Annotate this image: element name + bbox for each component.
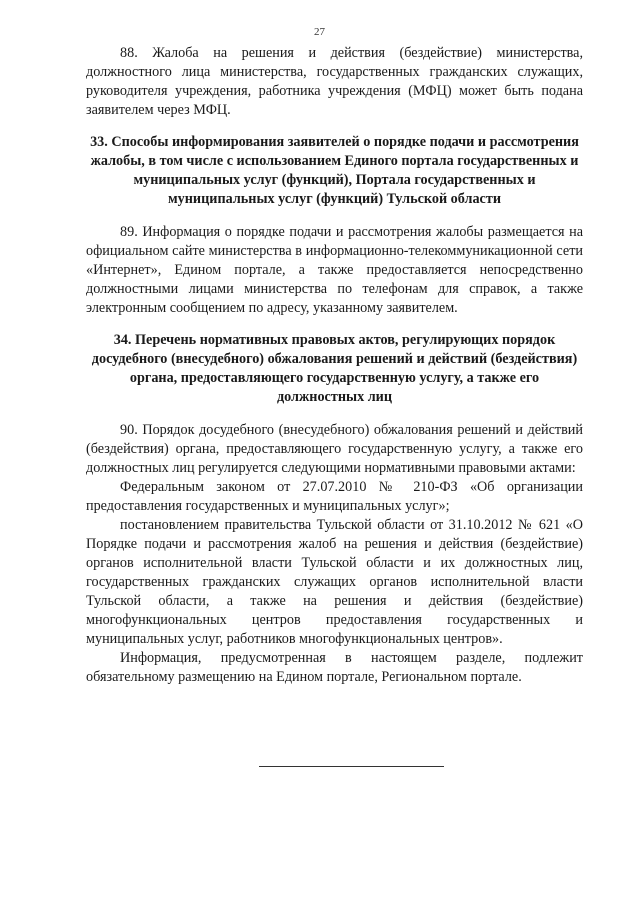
legal-act-regional-resolution: постановлением правительства Тульской области от 31.10.2012 № 621 «О Порядке подачи и рассмотрения жалоб на решения и действия (бездействие) органов исполнительной власти Тульской области и их должностных лиц, государственных гражданских служащих органов исполнительной власти Тульской области, а также на решения и действия (бездействие) многофункциональных центров предоставления государственных и муниципальных услуг, работников многофункциональных центров». [86, 517, 583, 647]
section-heading-34: 34. Перечень нормативных правовых актов, регулирующих порядок досудебного (внесудебного) обжалования решений и действий (бездействия) органа, предоставляющего государственную услугу, а также его должностных лиц [91, 332, 578, 405]
paragraph-89: 89. Информация о порядке подачи и рассмотрения жалобы размещается на официальном сайте министерства в информационно-телекоммуникационной сети «Интернет», Едином портале, а также предоставляется непосредственно должностными лицами министерства по телефонам для справок, а также электронным сообщением по адресу, указанному заявителем. [86, 224, 583, 316]
paragraph-90: 90. Порядок досудебного (внесудебного) обжалования решений и действий (бездействия) органа, предоставляющего государственную услугу, а также его должностных лиц регулируется следующими нормативными правовыми актами: [86, 422, 583, 476]
document-body [86, 44, 583, 687]
page-number: 27 [314, 26, 325, 38]
paragraph-88: 88. Жалоба на решения и действия (бездействие) министерства, должностного лица министерства, государственных гражданских служащих, руководителя учреждения, работника учреждения (МФЦ) может быть подана заявителем через МФЦ. [86, 45, 583, 118]
section-heading-33: 33. Способы информирования заявителей о порядке подачи и рассмотрения жалобы, в том числе с использованием Единого портала государственных и муниципальных услуг (функций), Портала государственных и муниципальных услуг (функций) Тульской области [90, 134, 579, 207]
paragraph-info-placement: Информация, предусмотренная в настоящем разделе, подлежит обязательному размещению на Едином портале, Региональном портале. [86, 650, 583, 685]
legal-act-federal-law: Федеральным законом от 27.07.2010 № 210-ФЗ «Об организации предоставления государственных и муниципальных услуг»; [86, 479, 583, 514]
end-of-section-divider [259, 766, 444, 767]
